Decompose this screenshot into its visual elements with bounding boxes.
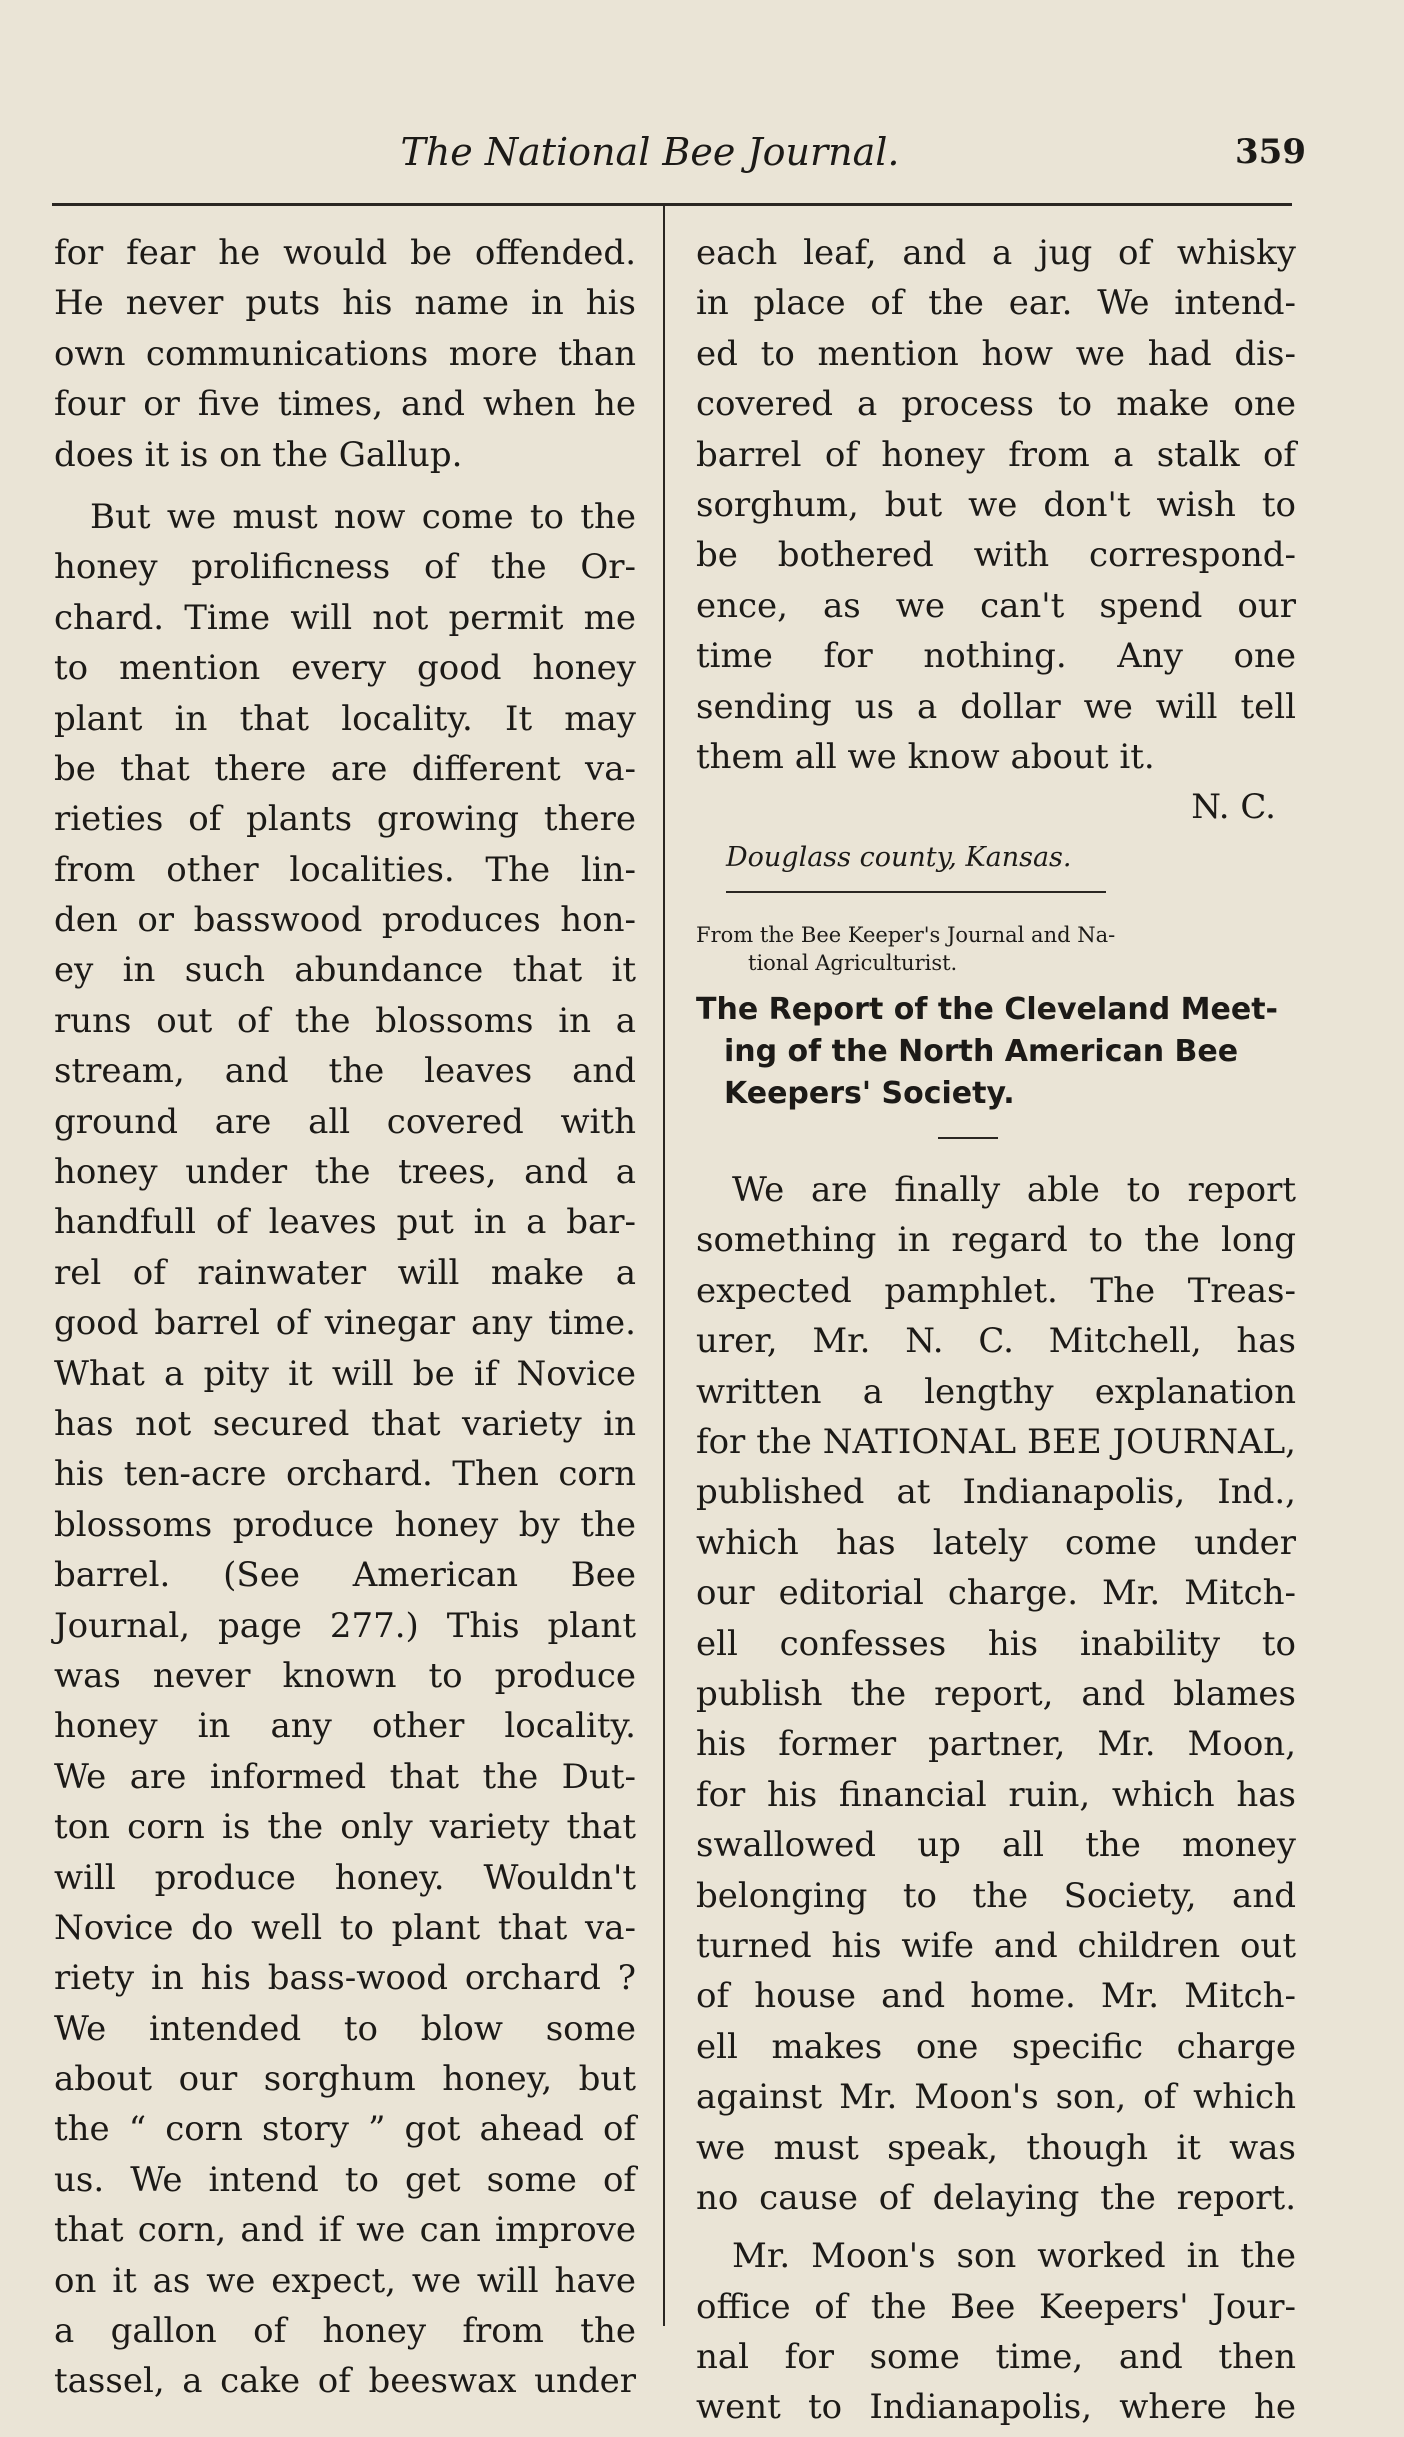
headline-line: Keepers' Society. xyxy=(724,1076,1015,1112)
text-line: plant in that locality. It may xyxy=(54,698,636,739)
text-line: us. We intend to get some of xyxy=(54,2159,636,2200)
text-line: honey in any other locality. xyxy=(54,1706,636,1747)
text-line: something in regard to the long xyxy=(696,1220,1296,1261)
source-credit: tional Agriculturist. xyxy=(748,951,958,976)
section-rule xyxy=(726,891,1106,893)
text-line: for the NATIONAL BEE JOURNAL, xyxy=(696,1422,1296,1463)
text-line: rieties of plants growing there xyxy=(54,799,636,840)
text-line: to mention every good honey xyxy=(54,648,636,689)
left-column xyxy=(54,228,636,2407)
signature-place: Douglass county, Kansas. xyxy=(726,841,1072,873)
text-line: ence, as we can't spend our xyxy=(696,585,1296,626)
text-line: tassel, a cake of beeswax under xyxy=(54,2361,636,2402)
text-line: went to Indianapolis, where he xyxy=(696,2387,1296,2428)
text-line: chard. Time will not permit me xyxy=(54,597,636,638)
text-line: We are informed that the Dut- xyxy=(54,1756,636,1797)
text-line: swallowed up all the money xyxy=(696,1825,1296,1866)
text-line: was never known to produce xyxy=(54,1655,636,1696)
text-line: den or basswood produces hon- xyxy=(54,900,636,941)
source-credit: From the Bee Keeper's Journal and Na- xyxy=(696,923,1116,948)
text-line: that corn, and if we can improve xyxy=(54,2210,636,2251)
text-line: Novice do well to plant that va- xyxy=(54,1907,636,1948)
text-line: a gallon of honey from the xyxy=(54,2311,636,2352)
text-line: from other localities. The lin- xyxy=(54,849,636,890)
text-line: rel of rainwater will make a xyxy=(54,1252,636,1293)
page-number: 359 xyxy=(1235,132,1306,172)
text-line: his ten-acre orchard. Then corn xyxy=(54,1454,636,1495)
text-line: no cause of delaying the report. xyxy=(696,2177,1296,2218)
text-line: covered a process to make one xyxy=(696,384,1296,425)
paragraph-start: But we must now come to the xyxy=(90,496,636,537)
text-line: blossoms produce honey by the xyxy=(54,1504,636,1545)
text-line: be bothered with correspond- xyxy=(696,535,1296,576)
text-line: ell makes one specific charge xyxy=(696,2026,1296,2067)
running-title: The National Bee Journal. xyxy=(400,130,900,174)
text-line: will produce honey. Wouldn't xyxy=(54,1857,636,1898)
text-line: written a lengthy explanation xyxy=(696,1371,1296,1412)
text-line: expected pamphlet. The Treas- xyxy=(696,1270,1296,1311)
article-headline xyxy=(696,989,1296,1115)
text-line: ton corn is the only variety that xyxy=(54,1807,636,1848)
text-line: barrel. (See American Bee xyxy=(54,1555,636,1596)
text-line: sending us a dollar we will tell xyxy=(696,686,1296,727)
text-line: He never puts his name in his xyxy=(54,283,636,324)
text-line: we must speak, though it was xyxy=(696,2127,1296,2168)
headline-line: The Report of the Cleveland Meet- xyxy=(696,992,1279,1028)
text-line: be that there are different va- xyxy=(54,748,636,789)
headline-line: ing of the North American Bee xyxy=(724,1034,1239,1070)
text-line: of house and home. Mr. Mitch- xyxy=(696,1976,1296,2017)
text-line: good barrel of vinegar any time. xyxy=(54,1303,636,1344)
text-line: does it is on the Gallup. xyxy=(54,434,463,475)
text-line: We intended to blow some xyxy=(54,2008,636,2049)
text-line: about our sorghum honey, but xyxy=(54,2059,636,2100)
text-line: What a pity it will be if Novice xyxy=(54,1353,636,1394)
text-line: ground are all covered with xyxy=(54,1101,636,1142)
text-line: published at Indianapolis, Ind., xyxy=(696,1472,1296,1513)
text-line: runs out of the blossoms in a xyxy=(54,1000,636,1041)
text-line: office of the Bee Keepers' Jour- xyxy=(696,2286,1296,2327)
text-line: own communications more than xyxy=(54,333,636,374)
text-line: on it as we expect, we will have xyxy=(54,2260,636,2301)
text-line: ed to mention how we had dis- xyxy=(696,333,1296,374)
text-line: nal for some time, and then xyxy=(696,2337,1296,2378)
text-line: sorghum, but we don't wish to xyxy=(696,484,1296,525)
signature-initials: N. C. xyxy=(1191,787,1276,828)
text-line: four or five times, and when he xyxy=(54,384,636,425)
right-column xyxy=(696,228,1296,2433)
text-line: publish the report, and blames xyxy=(696,1673,1296,1714)
text-line: belonging to the Society, and xyxy=(696,1875,1296,1916)
paragraph-start: Mr. Moon's son worked in the xyxy=(732,2236,1296,2277)
text-line: each leaf, and a jug of whisky xyxy=(696,233,1296,273)
text-line: barrel of honey from a stalk of xyxy=(696,434,1296,475)
text-line: honey prolificness of the Or- xyxy=(54,547,636,588)
text-line: them all we know about it. xyxy=(696,736,1155,777)
text-line: time for nothing. Any one xyxy=(696,636,1296,677)
text-line: our editorial charge. Mr. Mitch- xyxy=(696,1573,1296,1614)
text-line: riety in his bass-wood orchard ? xyxy=(54,1958,636,1999)
text-line: against Mr. Moon's son, of which xyxy=(696,2077,1296,2118)
header-rule xyxy=(52,203,1292,206)
text-line: has not secured that variety in xyxy=(54,1403,636,1444)
headline-dash xyxy=(938,1137,998,1139)
text-line: ell confesses his inability to xyxy=(696,1623,1296,1664)
text-line: in place of the ear. We intend- xyxy=(696,283,1296,324)
text-line: stream, and the leaves and xyxy=(54,1051,636,1092)
text-line: handfull of leaves put in a bar- xyxy=(54,1202,636,1243)
text-line: ey in such abundance that it xyxy=(54,950,636,991)
column-divider xyxy=(663,206,665,2326)
text-line: honey under the trees, and a xyxy=(54,1152,636,1193)
text-line: for fear he would be offended. xyxy=(54,233,636,273)
text-line: urer, Mr. N. C. Mitchell, has xyxy=(696,1321,1296,1362)
paragraph-start: We are finally able to report xyxy=(732,1170,1296,1211)
text-line: which has lately come under xyxy=(696,1522,1296,1563)
text-line: his former partner, Mr. Moon, xyxy=(696,1724,1296,1765)
text-line: for his financial ruin, which has xyxy=(696,1774,1296,1815)
text-line: turned his wife and children out xyxy=(696,1925,1296,1966)
text-line: the “ corn story ” got ahead of xyxy=(54,2109,636,2150)
text-line: Journal, page 277.) This plant xyxy=(54,1605,636,1646)
